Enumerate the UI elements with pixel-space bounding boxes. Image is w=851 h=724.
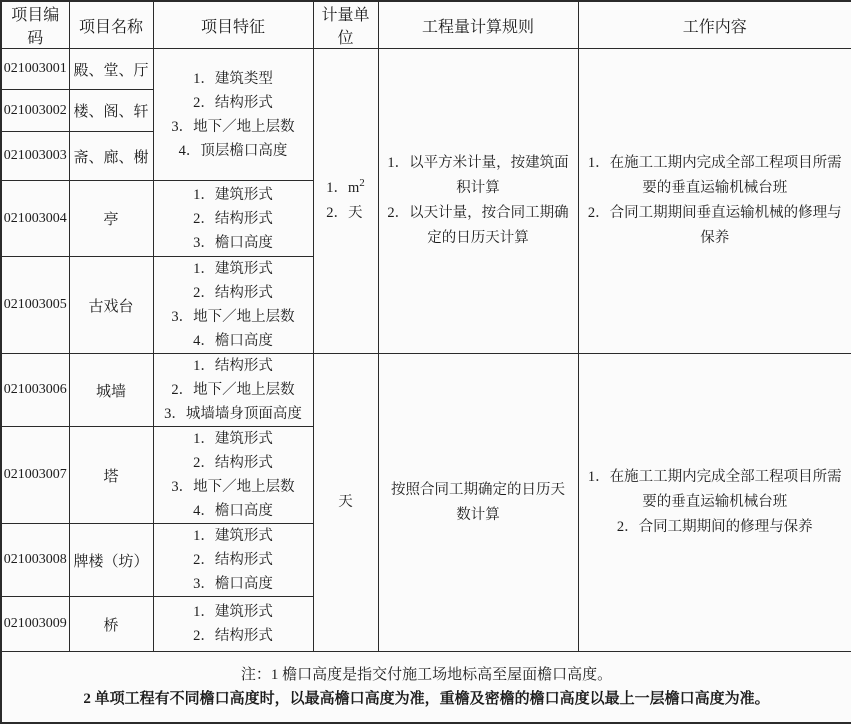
rule-cell-group2: 按照合同工期确定的日历天数计算 [378, 354, 578, 652]
features-cell-021003006 [153, 354, 313, 427]
name-cell-021003006: 城墙 [69, 354, 153, 427]
name-cell-021003002: 楼、阁、轩 [69, 90, 153, 132]
work-item: 2．合同工期期间垂直运输机械的修理与保养 [587, 205, 842, 246]
name-cell-021003005: 古戏台 [69, 257, 153, 354]
name-cell-021003007: 塔 [69, 427, 153, 524]
header-row [1, 1, 851, 49]
table-row-021003006 [1, 354, 851, 427]
feature-item: 1．建筑形式 [193, 186, 273, 203]
feature-item: 3．檐口高度 [193, 576, 273, 592]
table-row-021003001 [1, 49, 851, 90]
work-cell-group1 [578, 49, 851, 354]
code-cell-021003009: 021003009 [1, 597, 69, 652]
feature-item: 1．建筑类型 [193, 70, 273, 87]
unit-cell-group1 [313, 49, 378, 354]
features-cell-group-001-003 [153, 49, 313, 181]
features-cell-021003004 [153, 181, 313, 257]
unit-item-m2: 1．$m^2$ [326, 177, 365, 196]
rule-cell-group1 [378, 49, 578, 354]
feature-item: 2．结构形式 [193, 285, 273, 301]
features-cell-021003009 [153, 597, 313, 652]
code-cell-021003001: 021003001 [1, 49, 69, 90]
notes-cell [1, 652, 851, 723]
name-cell-021003008: 牌楼（坊） [69, 524, 153, 597]
feature-item: 3．城墙墙身顶面高度 [164, 406, 302, 422]
feature-item: 2．地下／地上层数 [171, 382, 295, 398]
code-cell-021003006: 021003006 [1, 354, 69, 427]
feature-item: 3．地下／地上层数 [171, 118, 295, 135]
feature-item: 3．地下／地上层数 [171, 309, 295, 325]
unit-cell-group2: 天 [313, 354, 378, 652]
features-cell-021003008 [153, 524, 313, 597]
code-cell-021003002: 021003002 [1, 90, 69, 132]
code-cell-021003003: 021003003 [1, 132, 69, 181]
feature-item: 2．结构形式 [193, 552, 273, 568]
header-cell-features: 项目特征 [153, 1, 313, 49]
feature-item: 1．结构形式 [193, 358, 273, 374]
code-cell-021003005: 021003005 [1, 257, 69, 354]
feature-item: 3．地下／地上层数 [171, 479, 295, 495]
rule-item: 2．以天计量，按合同工期确定的日历天计算 [387, 205, 569, 246]
header-cell-rule: 工程量计算规则 [378, 1, 578, 49]
header-cell-code: 项目编码 [1, 1, 69, 49]
feature-item: 2．结构形式 [193, 210, 273, 227]
header-cell-name: 项目名称 [69, 1, 153, 49]
name-cell-021003001: 殿、堂、厅 [69, 49, 153, 90]
code-cell-021003004: 021003004 [1, 181, 69, 257]
feature-item: 2．结构形式 [193, 94, 273, 111]
feature-item: 4．顶层檐口高度 [178, 142, 288, 159]
features-cell-021003007 [153, 427, 313, 524]
feature-item: 1．建筑形式 [193, 261, 273, 277]
feature-item: 3．檐口高度 [193, 234, 273, 251]
header-cell-unit: 计量单位 [313, 1, 378, 49]
features-cell-021003005 [153, 257, 313, 354]
rule-item: 1．以平方米计量，按建筑面积计算 [387, 155, 569, 196]
feature-item: 1．建筑形式 [193, 431, 273, 447]
unit-item-day: 2．天 [326, 205, 363, 221]
unit-list [326, 176, 365, 226]
name-cell-021003003: 斋、廊、榭 [69, 132, 153, 181]
code-cell-021003008: 021003008 [1, 524, 69, 597]
work-item: 2．合同工期期间的修理与保养 [616, 519, 813, 535]
notes-row [1, 652, 851, 723]
name-cell-021003004: 亭 [69, 181, 153, 257]
header-cell-work: 工作内容 [578, 1, 851, 49]
work-cell-group2 [578, 354, 851, 652]
feature-item: 1．建筑形式 [193, 604, 273, 620]
note-line-2: 2 单项工程有不同檐口高度时，以最高檐口高度为准，重檐及密檐的檐口高度以最上一层檐口高度为准。 [83, 690, 770, 707]
m2-superscript: 2 [359, 177, 365, 190]
note-line-1: 注：1 檐口高度是指交付施工场地标高至屋面檐口高度。 [240, 666, 613, 683]
feature-item: 2．结构形式 [193, 455, 273, 471]
name-cell-021003009: 桥 [69, 597, 153, 652]
work-item: 1．在施工工期内完成全部工程项目所需要的垂直运输机械台班 [587, 155, 842, 196]
feature-item: 4．檐口高度 [193, 333, 273, 349]
work-item: 1．在施工工期内完成全部工程项目所需要的垂直运输机械台班 [587, 469, 842, 510]
feature-item: 1．建筑形式 [193, 528, 273, 544]
code-cell-021003007: 021003007 [1, 427, 69, 524]
feature-item: 4．檐口高度 [193, 503, 273, 519]
feature-item: 2．结构形式 [193, 628, 273, 644]
